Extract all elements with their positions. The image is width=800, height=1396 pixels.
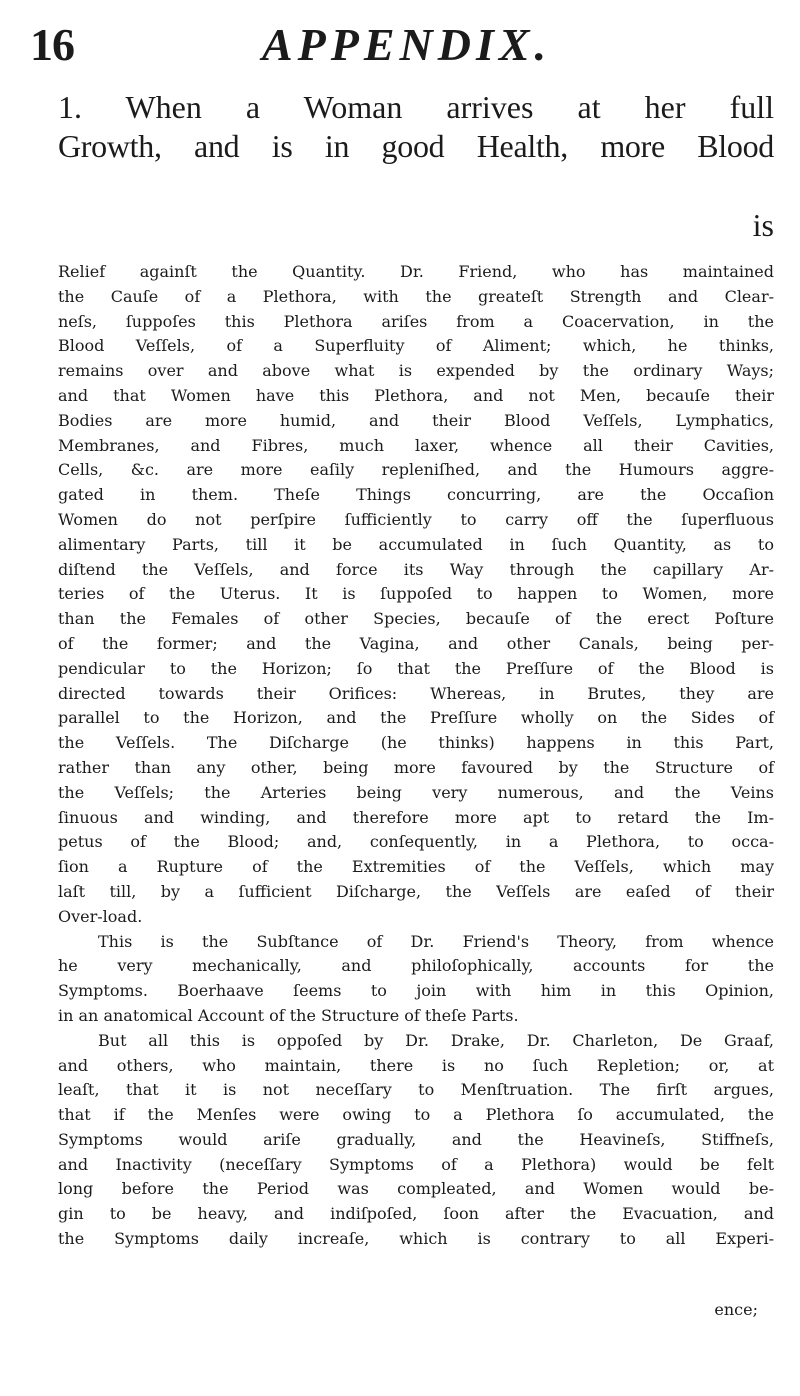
text-line: and others, who maintain, there is no ſuch Repletion; or, at [58,1055,774,1075]
running-title: APPENDIX. [262,19,552,70]
intro-line: Growth, and is in good Health, more Blood [58,128,774,164]
text-line: diſtend the Veſſels, and force its Way through the capillary Ar- [58,559,774,579]
text-line: the Symptoms daily increaſe, which is contrary to all Experi- [58,1229,774,1249]
page-header [30,18,790,78]
body-text [58,260,774,1252]
text-line: gated in them. Theſe Things concurring, are the Occaſion [58,485,774,505]
intro-line: 1. When a Woman arrives at her full [58,89,774,125]
text-line: neſs, ſuppoſes this Plethora ariſes from a Coacervation, in the [58,311,774,331]
text-line: the Veſſels. The Diſcharge (he thinks) happens in this Part, [58,733,774,753]
text-line: Blood Veſſels, of a Superfluity of Aliment; which, he thinks, [58,336,774,356]
text-line: than the Females of other Species, becauſe of the erect Poſture [58,609,774,629]
text-line: laſt till, by a ſufficient Diſcharge, the Veſſels are eaſed of their [58,881,774,901]
text-line: Over-load. [58,906,143,926]
text-line: and that Women have this Plethora, and not Men, becauſe their [58,385,774,405]
text-line: Cells, &c. are more eaſily repleniſhed, and the Humours aggre- [58,460,774,480]
text-line: in an anatomical Account of the Structure of theſe Parts. [58,1005,519,1025]
text-line: the Cauſe of a Plethora, with the greateſt Strength and Clear- [58,286,774,306]
text-line: alimentary Parts, till it be accumulated in ſuch Quantity, as to [58,534,774,554]
catchword: ence; [714,1300,758,1319]
text-line: Women do not perſpire ſufficiently to carry off the ſuperfluous [58,509,774,529]
text-line: that if the Menſes were owing to a Plethora ſo accumulated, the [58,1105,774,1125]
text-line: leaſt, that it is not neceſſary to Menſtruation. The firſt argues, [58,1080,774,1100]
text-line: and Inactivity (neceſſary Symptoms of a Plethora) would be felt [58,1154,774,1174]
text-line: This is the Subſtance of Dr. Friend's Theory, from whence [98,931,774,951]
text-line: gin to be heavy, and indiſpoſed, ſoon after the Evacuation, and [58,1204,774,1224]
page-number: 16 [30,19,74,70]
text-line: Bodies are more humid, and their Blood Veſſels, Lymphatics, [58,410,774,430]
text-line: the Veſſels; the Arteries being very numerous, and the Veins [58,782,774,802]
text-line: remains over and above what is expended by the ordinary Ways; [58,361,774,381]
text-line: of the former; and the Vagina, and other Canals, being per- [58,633,774,653]
text-line: parallel to the Horizon, and the Preſſure wholly on the Sides of [58,708,774,728]
text-line: ſion a Rupture of the Extremities of the Veſſels, which may [58,857,774,877]
text-line: teries of the Uterus. It is ſuppoſed to happen to Women, more [58,584,774,604]
text-line: directed towards their Orifices: Whereas, in Brutes, they are [58,683,774,703]
text-line: long before the Period was compleated, and Women would be- [58,1179,774,1199]
text-line: rather than any other, being more favoured by the Structure of [58,757,774,777]
text-line: ſinuous and winding, and therefore more apt to retard the Im- [58,807,774,827]
text-line: Symptoms. Boerhaave ſeems to join with him in this Opinion, [58,981,774,1001]
text-line: petus of the Blood; and, conſequently, in a Plethora, to occa- [58,832,774,852]
intro-continuation: is [752,207,774,243]
text-line: pendicular to the Horizon; ſo that the Preſſure of the Blood is [58,658,774,678]
text-line: Relief againſt the Quantity. Dr. Friend, who has maintained [58,262,774,281]
text-line: But all this is oppoſed by Dr. Drake, Dr. Charleton, De Graaf, [98,1030,774,1050]
text-line: Symptoms would ariſe gradually, and the Heavineſs, Stiffneſs, [58,1129,774,1149]
text-line: Membranes, and Fibres, much laxer, whence all their Cavities, [58,435,774,455]
text-line: he very mechanically, and philoſophically, accounts for the [58,956,774,976]
intro-paragraph [58,88,774,166]
